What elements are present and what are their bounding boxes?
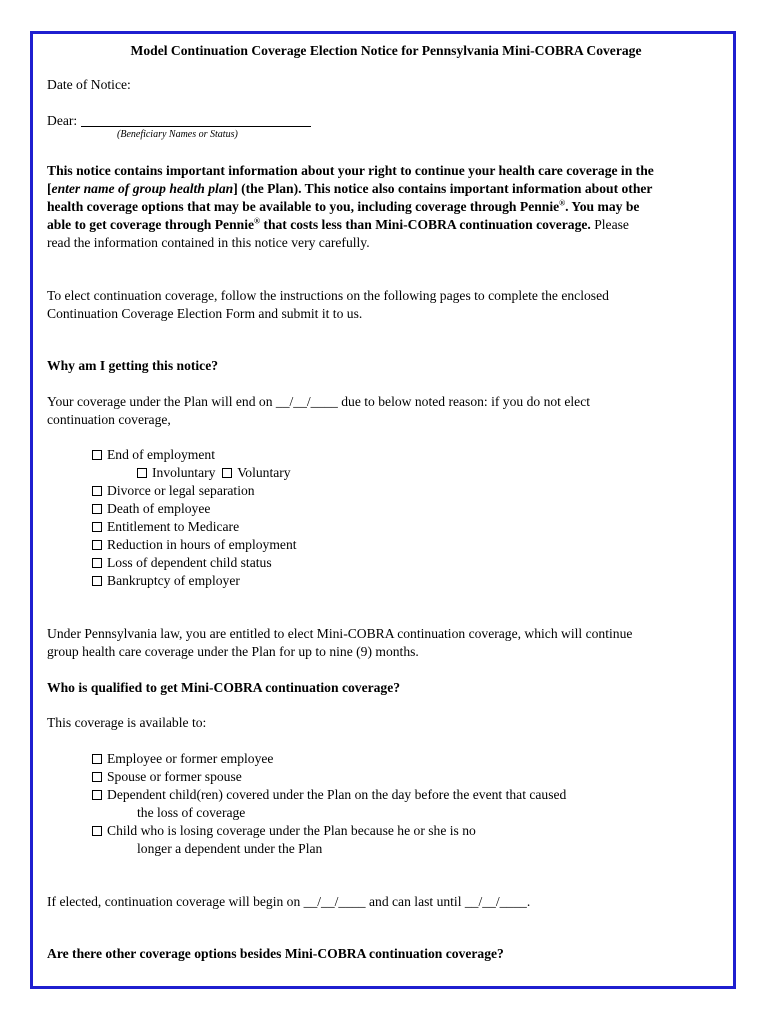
reason-end-of-employment — [92, 446, 215, 464]
qualified-child — [92, 786, 566, 804]
elect-paragraph — [47, 287, 727, 323]
reason-death — [92, 500, 210, 518]
who-heading: Who is qualified to get Mini-COBRA continuation coverage? — [47, 680, 401, 695]
pa-law-line-1: Under Pennsylvania law, you are entitled to elect Mini-COBRA continuation coverage, which will continue — [47, 626, 633, 641]
intro-line-5: read the information contained in this notice very carefully. — [47, 235, 370, 250]
intro-line-2-rest: ] (the Plan). This notice also contains important information about other — [233, 181, 653, 196]
checkbox[interactable] — [92, 540, 102, 550]
reason-dependent — [92, 554, 272, 572]
checkbox[interactable] — [137, 468, 147, 478]
pa-law-paragraph — [47, 625, 727, 661]
registered-mark-2: ® — [254, 216, 261, 226]
reason-label: Reduction in hours of employment — [107, 537, 297, 552]
checkbox[interactable] — [92, 450, 102, 460]
intro-line-2 — [47, 180, 727, 198]
reason-label: Death of employee — [107, 501, 211, 516]
plan-name-placeholder: enter name of group health plan — [51, 181, 234, 196]
beneficiary-caption: (Beneficiary Names or Status) — [117, 129, 238, 140]
reason-label: Bankruptcy of employer — [107, 573, 240, 588]
reason-label: Divorce or legal separation — [107, 483, 255, 498]
reason-label: Loss of dependent child status — [107, 555, 272, 570]
checkbox[interactable] — [92, 486, 102, 496]
intro-line-3-end: . You may be — [565, 199, 640, 214]
why-heading: Why am I getting this notice? — [47, 358, 219, 373]
qualified-label: Spouse or former spouse — [107, 769, 242, 784]
reason-bankruptcy — [92, 572, 240, 590]
qualified-employee — [92, 750, 273, 768]
elect-line-1: To elect continuation coverage, follow the instructions on the following pages to complete the enclosed — [47, 288, 609, 303]
checkbox[interactable] — [92, 576, 102, 586]
checkbox[interactable] — [222, 468, 232, 478]
intro-bracket-open: [ — [47, 181, 52, 196]
dear-blank-line — [81, 126, 311, 127]
other-options-heading: Are there other coverage options besides Mini-COBRA continuation coverage? — [47, 946, 504, 961]
document-frame — [30, 31, 736, 989]
checkbox[interactable] — [92, 558, 102, 568]
intro-line-4-mid: that costs less than Mini-COBRA continuation coverage. — [260, 217, 591, 232]
checkbox[interactable] — [92, 754, 102, 764]
intro-line-4 — [47, 216, 727, 234]
available-to: This coverage is available to: — [47, 715, 207, 730]
intro-line-3 — [47, 198, 727, 216]
date-of-notice: Date of Notice: — [47, 77, 131, 92]
registered-mark: ® — [559, 198, 566, 208]
checkbox[interactable] — [92, 790, 102, 800]
reason-label: Entitlement to Medicare — [107, 519, 240, 534]
document-title: Model Continuation Coverage Election Notice for Pennsylvania Mini-COBRA Coverage — [130, 43, 642, 58]
reason-medicare — [92, 518, 239, 536]
reason-label: End of employment — [107, 447, 215, 462]
coverage-begin: If elected, continuation coverage will begin on __/__/____ and can last until __/__/____. — [47, 894, 531, 909]
qualified-child-continued: the loss of coverage — [137, 805, 246, 820]
elect-line-2: Continuation Coverage Election Form and submit it to us. — [47, 306, 363, 321]
qualified-label: Child who is losing coverage under the Plan because he or she is no — [107, 823, 476, 838]
intro-line-3-text: health coverage options that may be available to you, including coverage through Pennie — [47, 199, 560, 214]
coverage-end-line-2: continuation coverage, — [47, 412, 171, 427]
intro-line-1: This notice contains important information about your right to continue your health care coverage in the — [47, 163, 654, 178]
dear-label: Dear: — [47, 113, 78, 128]
qualified-losing-child — [92, 822, 476, 840]
pa-law-line-2: group health care coverage under the Plan for up to nine (9) months. — [47, 644, 419, 659]
voluntary-label: Voluntary — [237, 465, 291, 480]
intro-line-4-end: Please — [590, 217, 629, 232]
intro-paragraph — [47, 162, 727, 252]
checkbox[interactable] — [92, 522, 102, 532]
qualified-label: Employee or former employee — [107, 751, 274, 766]
qualified-spouse — [92, 768, 242, 786]
intro-line-4-text: able to get coverage through Pennie — [47, 217, 255, 232]
checkbox[interactable] — [92, 826, 102, 836]
coverage-end-line-1: Your coverage under the Plan will end on __/__/____ due to below noted reason: if you do not elect — [47, 394, 591, 409]
checkbox[interactable] — [92, 772, 102, 782]
checkbox[interactable] — [92, 504, 102, 514]
coverage-end-paragraph — [47, 393, 727, 429]
reason-divorce — [92, 482, 255, 500]
qualified-label: Dependent child(ren) covered under the Plan on the day before the event that caused — [107, 787, 567, 802]
reason-termination-type — [137, 464, 291, 482]
qualified-losing-child-continued: longer a dependent under the Plan — [137, 841, 323, 856]
involuntary-label: Involuntary — [152, 465, 216, 480]
reason-reduction — [92, 536, 297, 554]
